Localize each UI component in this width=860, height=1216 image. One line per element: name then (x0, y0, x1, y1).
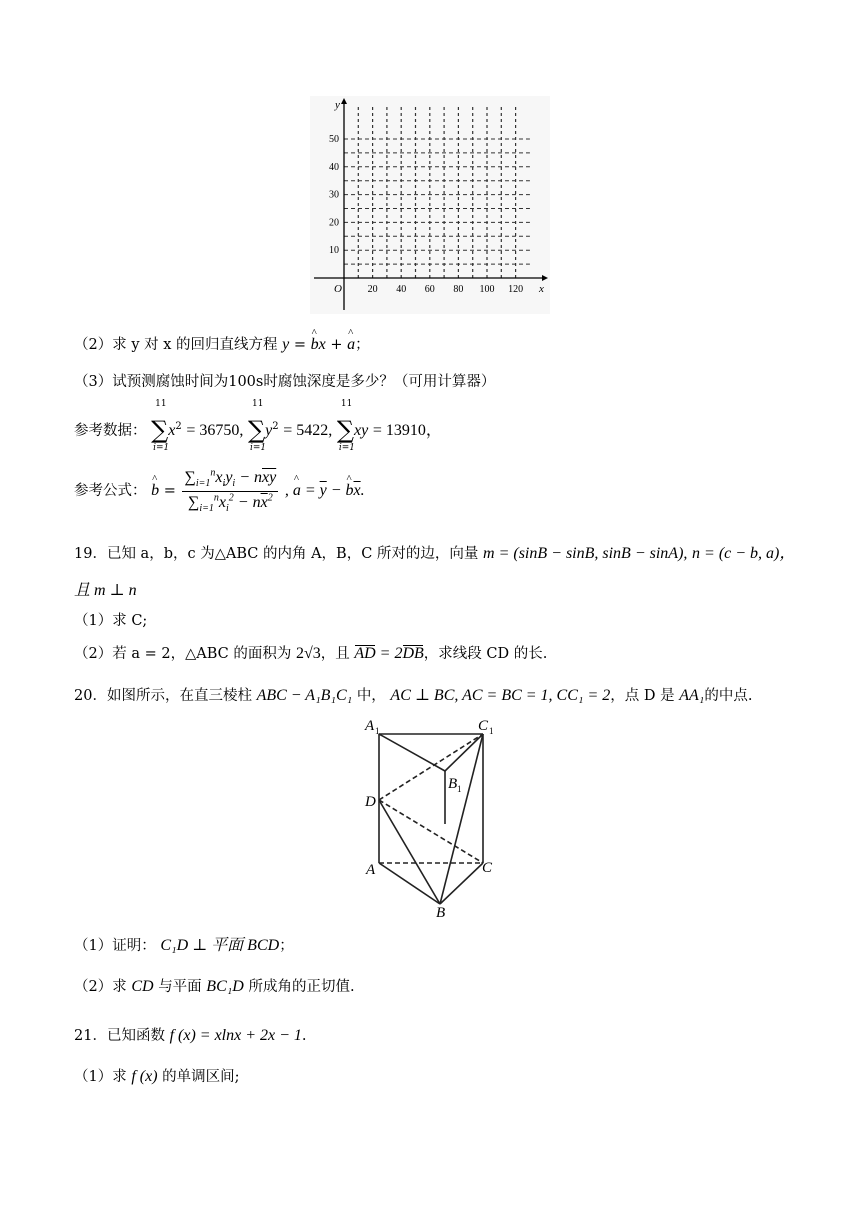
label-C1: C (478, 718, 489, 734)
x-tick-label: 100 (479, 284, 495, 295)
svg-text:1: 1 (375, 726, 380, 736)
q19-stem-cont: 且 m ⊥ n (74, 582, 137, 599)
label-A: A (366, 862, 376, 878)
x-tick-label: 120 (508, 284, 524, 295)
y-tick-label: 40 (329, 161, 339, 173)
q20-part1: （1）证明： C₁D ⊥ 平面 BCD； (74, 937, 294, 954)
q18-reference-formula: 参考公式： ^ b = $\frac{\sum_{i=1}^nx_iy_i - n\overline{xy}}{\sum_{i=1}^nx_i^2 - n\overline{x}^2}$ , ^ $a = \overline{y}$ − ^ $b\overline{x}$. (74, 468, 365, 514)
x-axis-label: x (539, 283, 544, 295)
y-tick-label: 30 (329, 189, 339, 201)
label-C: C (482, 860, 493, 876)
label-B: B (436, 905, 446, 918)
q19-part1: （1）求 C; (74, 613, 148, 629)
q19-stem: 19．已知 a，b，c 为△ABC 的内角 A，B，C 所对的边，向量 m = (sinB − sinB, sinB − sinA), n = (c − b, a)， (74, 545, 796, 562)
origin-label: O (334, 283, 342, 295)
q20-part2: （2）求 CD 与平面 BC₁D 所成角的正切值. (74, 978, 355, 995)
q21-stem: 21．已知函数 f (x) = xlnx + 2x − 1. (74, 1027, 307, 1044)
svg-text:1: 1 (457, 784, 462, 794)
label-B1: B (448, 776, 458, 792)
q18-part2: （2）求 y 对 x 的回归直线方程 y = ^ bx + ^ a； (74, 333, 370, 354)
q20-stem: 20．如图所示，在直三棱柱 ABC − A₁B₁C₁ 中， AC ⊥ BC, AC = BC = 1, CC₁ = 2，点 D 是 AA₁的中点. (74, 687, 753, 704)
q19-part2: （2）若 a = 2，△ABC 的面积为 2√3，且 AD = 2DB，求线段 CD 的长. (74, 645, 548, 662)
y-tick-label: 10 (329, 245, 339, 257)
y-tick-label: 20 (329, 217, 339, 229)
scatter-grid-figure (310, 96, 550, 314)
x-tick-label: 20 (367, 284, 378, 295)
x-tick-label: 40 (396, 284, 407, 295)
prism-figure (360, 712, 500, 918)
label-D: D (365, 794, 376, 810)
y-axis-label: y (335, 99, 340, 111)
svg-text:1: 1 (489, 726, 494, 736)
x-tick-label: 60 (424, 284, 435, 295)
q21-part1: （1）求 f (x) 的单调区间; (74, 1068, 240, 1085)
x-tick-label: 80 (453, 284, 464, 295)
y-tick-label: 50 (329, 134, 339, 145)
q18-part3: （3）试预测腐蚀时间为100s时腐蚀深度是多少？（可用计算器） (74, 374, 496, 390)
label-A1: A (365, 718, 375, 734)
q18-reference-data: 参考数据： 11 ∑ i=1 $x^2 = 36750$, 11 ∑ i=1 $y^2 = 5422$, 11 ∑ i=1 xy = 13910， (74, 399, 442, 453)
